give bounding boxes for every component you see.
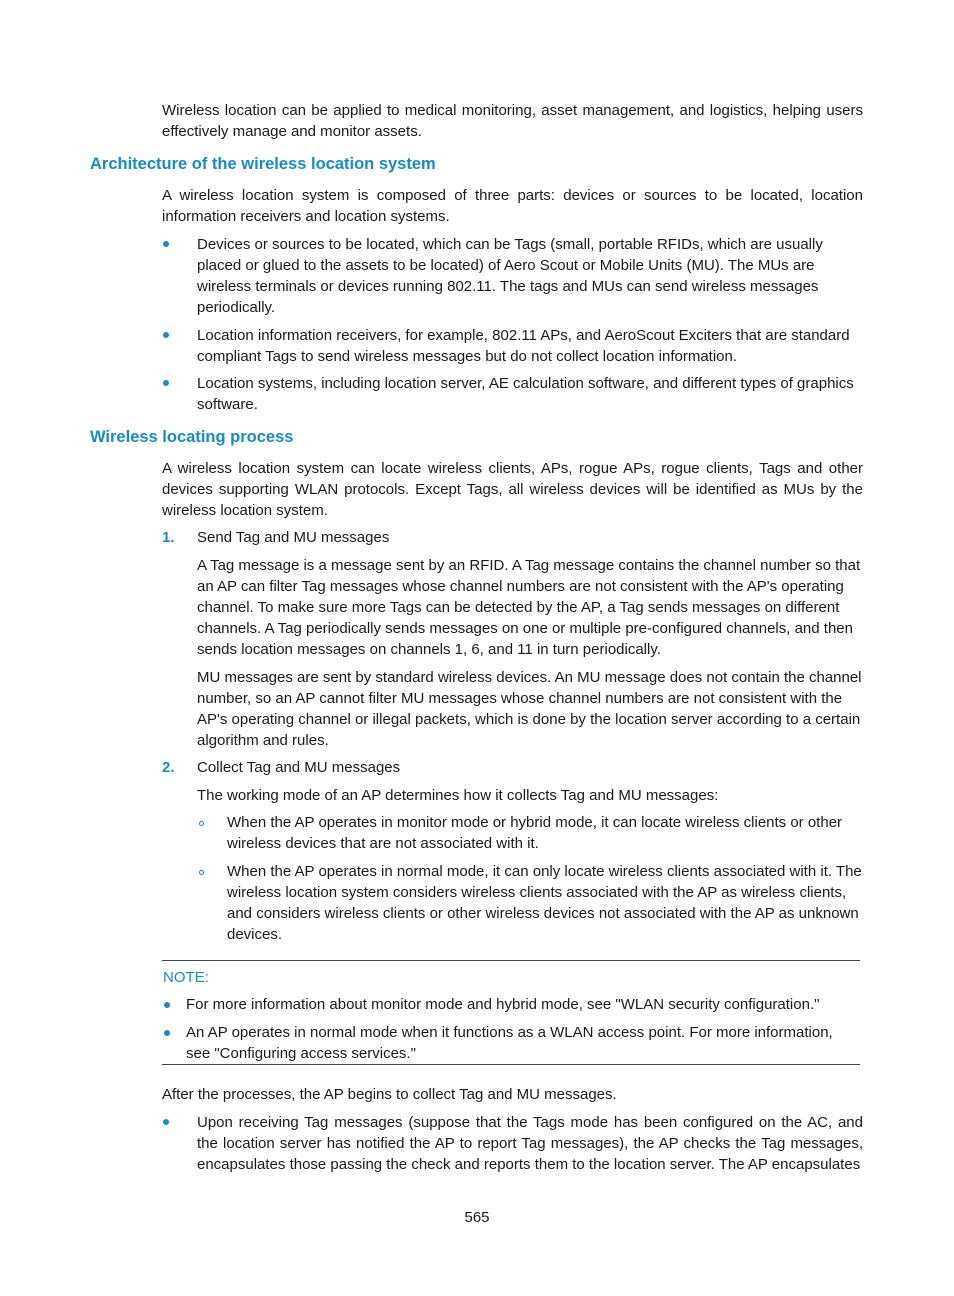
intro-paragraph: Wireless location can be applied to medical monitoring, asset management, and logistics, helping users effectively manage and monitor assets. <box>162 102 863 140</box>
sub-item: When the AP operates in monitor mode or hybrid mode, it can locate wireless clients or other wireless devices that are not associated with it. <box>227 814 843 852</box>
architecture-paragraph: A wireless location system is composed of three parts: devices or sources to be located, location information receivers and location systems. <box>162 187 863 225</box>
bullet-icon <box>163 241 169 247</box>
sub-item: When the AP operates in normal mode, it can only locate wireless clients associated with it. The wireless location system considers wireless clients associated with the AP as wireless clients, and considers wireless clients or other wireless devices not associated with the AP as unknown devices. <box>227 863 862 943</box>
architecture-bullet-2: Location information receivers, for example, 802.11 APs, and AeroScout Exciters that are standard compliant Tags to send wireless messages but do not collect location information. <box>197 327 850 365</box>
step-number: 1. <box>162 529 175 546</box>
note-item: An AP operates in normal mode when it functions as a WLAN access point. For more information, see "Configuring access services." <box>186 1024 833 1062</box>
note-top-rule <box>162 960 860 961</box>
after-paragraph: After the processes, the AP begins to collect Tag and MU messages. <box>162 1086 617 1103</box>
step-number: 2. <box>162 759 175 776</box>
architecture-bullet-1: Devices or sources to be located, which can be Tags (small, portable RFIDs, which are usually placed or glued to the assets to be located) of Aero Scout or Mobile Units (MU). The MUs are wireless terminals or devices running 802.11. The tags and MUs can send wireless messages periodically. <box>197 236 823 316</box>
note-label: NOTE: <box>163 969 209 986</box>
section-heading-locating-process: Wireless locating process <box>90 428 294 446</box>
locating-process-paragraph: A wireless location system can locate wireless clients, APs, rogue APs, rogue clients, Tags and other devices supporting WLAN protocols. Except Tags, all wireless devices will be identified as MUs by the wireless location system. <box>162 460 863 519</box>
step-title: Send Tag and MU messages <box>197 529 390 546</box>
circle-bullet-icon <box>199 821 204 826</box>
note-item: For more information about monitor mode and hybrid mode, see "WLAN security configuration." <box>186 996 820 1013</box>
after-bullet: Upon receiving Tag messages (suppose that the Tags mode has been configured on the AC, and the location server has notified the AP to report Tag messages), the AP checks the Tag messages, encapsulates those passing the check and reports them to the location server. The AP encapsulates <box>197 1114 863 1173</box>
bullet-icon <box>163 1119 169 1125</box>
step-paragraph: A Tag message is a message sent by an RFID. A Tag message contains the channel number so that an AP can filter Tag messages whose channel numbers are not consistent with the AP's operating channel. To make sure more Tags can be detected by the AP, a Tag sends messages on different channels. A Tag periodically sends messages on one or multiple pre-configured channels, and then sends location messages on channels 1, 6, and 11 in turn periodically. <box>197 557 861 658</box>
bullet-icon <box>164 1030 170 1036</box>
architecture-bullet-3: Location systems, including location server, AE calculation software, and different types of graphics software. <box>197 375 854 413</box>
bullet-icon <box>164 1002 170 1008</box>
step-title: Collect Tag and MU messages <box>197 759 401 776</box>
circle-bullet-icon <box>199 870 204 875</box>
bullet-icon <box>163 380 169 386</box>
bullet-icon <box>163 332 169 338</box>
section-heading-architecture: Architecture of the wireless location system <box>90 155 436 173</box>
step-paragraph: MU messages are sent by standard wireless devices. An MU message does not contain the channel number, so an AP cannot filter MU messages whose channel numbers are not consistent with the AP's operating channel or illegal packets, which is done by the location server according to a certain algorithm and rules. <box>197 669 862 749</box>
step-intro: The working mode of an AP determines how it collects Tag and MU messages: <box>197 787 719 804</box>
page-number: 565 <box>464 1209 490 1226</box>
note-bottom-rule <box>162 1064 860 1065</box>
